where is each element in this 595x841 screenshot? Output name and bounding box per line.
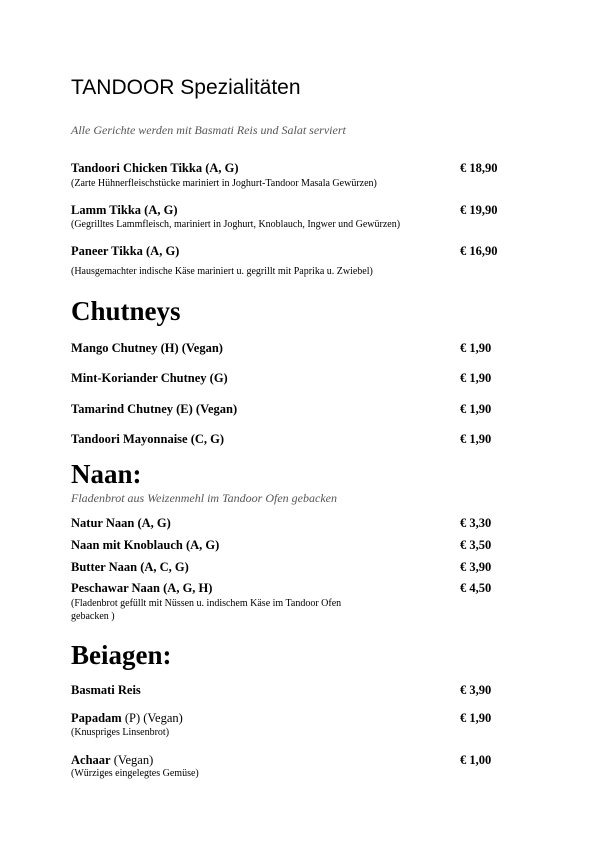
page-title: TANDOOR Spezialitäten xyxy=(71,76,301,99)
section-heading-naan: Naan: xyxy=(71,459,142,489)
menu-item-suffix: (P) (Vegan) xyxy=(121,711,183,725)
menu-item-name: Achaar xyxy=(71,753,111,767)
menu-item-price: € 18,90 xyxy=(460,161,498,175)
menu-item-description: (Fladenbrot gefüllt mit Nüssen u. indischem Käse im Tandoor Ofen xyxy=(71,598,342,609)
menu-item-name: Paneer Tikka (A, G) xyxy=(71,244,180,258)
menu-item-price: € 3,50 xyxy=(460,538,492,552)
tandoor-intro: Alle Gerichte werden mit Basmati Reis und Salat serviert xyxy=(71,123,346,137)
menu-item-description: (Würziges eingelegtes Gemüse) xyxy=(71,768,199,779)
menu-item-price: € 3,90 xyxy=(460,560,492,574)
menu-item-name: Naan mit Knoblauch (A, G) xyxy=(71,538,220,552)
menu-item-description: (Knuspriges Linsenbrot) xyxy=(71,727,170,738)
menu-item-name: Basmati Reis xyxy=(71,683,141,697)
menu-item-price: € 1,90 xyxy=(460,711,492,725)
menu-item-description: (Hausgemachter indische Käse mariniert u. gegrillt mit Paprika u. Zwiebel) xyxy=(71,266,373,277)
menu-item-name: Tandoori Chicken Tikka (A, G) xyxy=(71,161,239,175)
menu-item-price: € 4,50 xyxy=(460,581,492,595)
menu-item-name-row xyxy=(71,711,183,726)
menu-item-name: Tandoori Mayonnaise (C, G) xyxy=(71,432,225,446)
menu-item-description: (Gegrilltes Lammfleisch, mariniert in Joghurt, Knoblauch, Ingwer und Gewürzen) xyxy=(71,219,401,230)
menu-item-price: € 19,90 xyxy=(460,203,498,217)
menu-item-name: Papadam xyxy=(71,711,122,725)
menu-item-price: € 1,00 xyxy=(460,753,492,767)
menu-item-name: Natur Naan (A, G) xyxy=(71,516,171,530)
menu-item-name: Lamm Tikka (A, G) xyxy=(71,203,178,217)
menu-item-price: € 1,90 xyxy=(460,402,492,416)
menu-item-price: € 1,90 xyxy=(460,432,492,446)
menu-item-name: Mango Chutney (H) (Vegan) xyxy=(71,341,223,355)
section-heading-beilagen: Beiagen: xyxy=(71,640,172,670)
section-heading-chutneys: Chutneys xyxy=(71,296,181,326)
menu-item-name: Butter Naan (A, C, G) xyxy=(71,560,189,574)
menu-item-name: Peschawar Naan (A, G, H) xyxy=(71,581,213,595)
menu-item-price: € 3,90 xyxy=(460,683,492,697)
menu-item-description: (Zarte Hühnerfleischstücke mariniert in Joghurt-Tandoor Masala Gewürzen) xyxy=(71,178,377,189)
menu-item-name-row xyxy=(71,753,153,768)
menu-item-suffix: (Vegan) xyxy=(110,753,154,767)
menu-item-price: € 1,90 xyxy=(460,371,492,385)
naan-intro: Fladenbrot aus Weizenmehl im Tandoor Ofen gebacken xyxy=(71,491,337,505)
menu-item-description: gebacken ) xyxy=(71,611,115,622)
menu-item-price: € 16,90 xyxy=(460,244,498,258)
menu-item-name: Tamarind Chutney (E) (Vegan) xyxy=(71,402,238,416)
menu-item-price: € 3,30 xyxy=(460,516,492,530)
menu-item-name: Mint-Koriander Chutney (G) xyxy=(71,371,228,385)
menu-item-price: € 1,90 xyxy=(460,341,492,355)
